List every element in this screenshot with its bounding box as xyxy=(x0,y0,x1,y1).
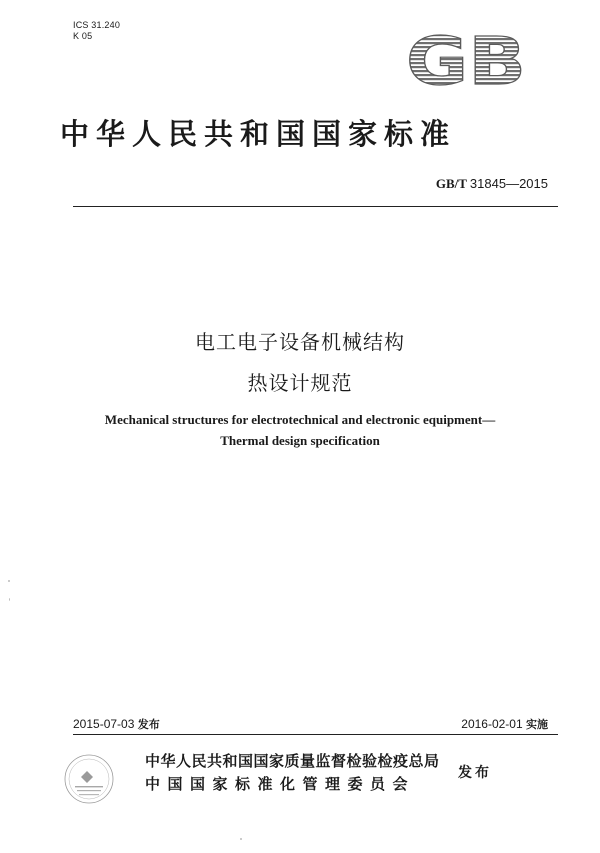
gb-logo xyxy=(404,30,528,88)
issue-date-label: 发布 xyxy=(137,718,160,731)
chinese-title-line2: 热设计规范 xyxy=(247,371,353,395)
authority-sac: 中国国家标准化管理委员会 xyxy=(145,775,416,793)
publish-label: 发布 xyxy=(458,765,492,781)
ccs-code: K 05 xyxy=(73,31,93,41)
implementation-date xyxy=(461,716,548,732)
gb-logo-text: GB xyxy=(406,30,526,88)
ics-code: ICS 31.240 xyxy=(73,20,121,30)
standard-code: 31845—2015 xyxy=(469,176,548,191)
implementation-date-value: 2016-02-01 xyxy=(461,717,523,731)
authority-aqsiq: 中华人民共和国国家质量监督检验检疫总局 xyxy=(145,752,440,770)
scan-speck xyxy=(8,580,10,582)
classification-codes xyxy=(73,20,120,42)
standard-prefix: GB/T xyxy=(435,176,467,191)
issue-date xyxy=(73,716,160,732)
top-divider xyxy=(73,206,558,207)
implementation-date-label: 实施 xyxy=(526,718,548,731)
national-standard-title: 中华人民共和国国家标准 xyxy=(60,117,457,151)
publisher-seal-icon xyxy=(63,753,115,805)
english-title-line1: Mechanical structures for electrotechnical and electronic equipment— xyxy=(104,412,496,427)
standard-number xyxy=(436,176,548,192)
issue-date-value: 2015-07-03 xyxy=(73,717,135,731)
english-title-line2: Thermal design specification xyxy=(220,433,380,448)
chinese-title-line1: 电工电子设备机械结构 xyxy=(195,330,405,354)
scan-speck xyxy=(9,598,10,601)
scan-speck xyxy=(240,838,242,840)
bottom-divider xyxy=(73,734,558,735)
